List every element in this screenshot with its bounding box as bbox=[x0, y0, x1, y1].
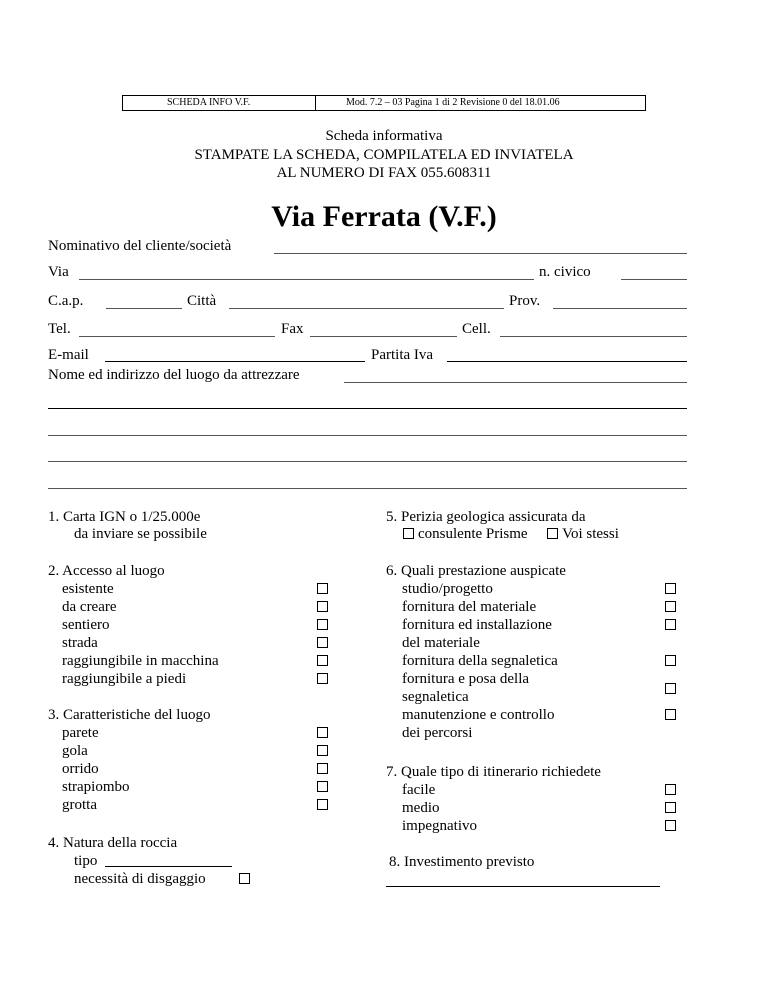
label-luogo: Nome ed indirizzo del luogo da attrezzare bbox=[48, 367, 300, 383]
prov-field[interactable] bbox=[553, 308, 687, 309]
s7-item-impegnativo: impegnativo bbox=[402, 818, 477, 834]
label-cap: C.a.p. bbox=[48, 293, 84, 309]
civico-field[interactable] bbox=[621, 279, 687, 280]
s6-line-8: manutenzione e controllo bbox=[402, 707, 555, 723]
label-email: E-mail bbox=[48, 347, 89, 363]
label-civico: n. civico bbox=[539, 264, 591, 280]
s4-title: 4. Natura della roccia bbox=[48, 835, 178, 851]
label-tel: Tel. bbox=[48, 321, 71, 337]
piva-field[interactable] bbox=[447, 361, 687, 362]
label-prov: Prov. bbox=[509, 293, 541, 309]
s7-checkbox-facile[interactable] bbox=[665, 784, 676, 795]
s3-item-orrido: orrido bbox=[62, 761, 99, 777]
s6-checkbox-segnaletica[interactable] bbox=[665, 655, 676, 666]
s2-item-da-creare: da creare bbox=[62, 599, 117, 615]
s6-checkbox-fornitura-materiale[interactable] bbox=[665, 601, 676, 612]
s6-line-6: fornitura e posa della bbox=[402, 671, 530, 687]
s7-item-facile: facile bbox=[402, 782, 436, 798]
s4-tipo-field[interactable] bbox=[105, 866, 232, 867]
intro-line-3: AL NUMERO DI FAX 055.608311 bbox=[276, 165, 492, 181]
s3-title: 3. Caratteristiche del luogo bbox=[48, 707, 211, 723]
s2-checkbox-macchina[interactable] bbox=[317, 655, 328, 666]
s1-title: 1. Carta IGN o 1/25.000e bbox=[48, 509, 201, 525]
s3-checkbox-orrido[interactable] bbox=[317, 763, 328, 774]
label-via: Via bbox=[48, 264, 69, 280]
tel-field[interactable] bbox=[79, 336, 275, 337]
s5-checkbox-prisme[interactable] bbox=[403, 528, 414, 539]
s6-checkbox-manutenzione[interactable] bbox=[665, 709, 676, 720]
s2-item-esistente: esistente bbox=[62, 581, 114, 597]
s7-item-medio: medio bbox=[402, 800, 440, 816]
s7-title: 7. Quale tipo di itinerario richiedete bbox=[386, 764, 601, 780]
s6-checkbox-studio[interactable] bbox=[665, 583, 676, 594]
page-title: Via Ferrata (V.F.) bbox=[271, 200, 497, 233]
s8-investimento-field[interactable] bbox=[386, 886, 660, 887]
luogo-field[interactable] bbox=[344, 382, 687, 383]
nominativo-field[interactable] bbox=[274, 253, 687, 254]
s3-checkbox-grotta[interactable] bbox=[317, 799, 328, 810]
s7-checkbox-medio[interactable] bbox=[665, 802, 676, 813]
s3-item-gola: gola bbox=[62, 743, 88, 759]
s6-line-3: fornitura ed installazione bbox=[402, 617, 552, 633]
s6-checkbox-installazione[interactable] bbox=[665, 619, 676, 630]
s6-checkbox-posa-segnaletica[interactable] bbox=[665, 683, 676, 694]
s2-item-piedi: raggiungibile a piedi bbox=[62, 671, 187, 687]
label-nominativo: Nominativo del cliente/società bbox=[48, 238, 232, 254]
luogo-line-2[interactable] bbox=[48, 408, 687, 409]
s6-line-4: del materiale bbox=[402, 635, 480, 651]
luogo-line-4[interactable] bbox=[48, 461, 687, 462]
s6-line-7: segnaletica bbox=[402, 689, 469, 705]
s6-title: 6. Quali prestazione auspicate bbox=[386, 563, 566, 579]
form-name: SCHEDA INFO V.F. bbox=[123, 96, 316, 110]
cap-field[interactable] bbox=[106, 308, 182, 309]
fax-field[interactable] bbox=[310, 336, 457, 337]
s3-checkbox-strapiombo[interactable] bbox=[317, 781, 328, 792]
s2-item-strada: strada bbox=[62, 635, 98, 651]
s6-line-9: dei percorsi bbox=[402, 725, 473, 741]
label-piva: Partita Iva bbox=[371, 347, 434, 363]
cell-field[interactable] bbox=[500, 336, 687, 337]
s4-tipo-label: tipo bbox=[74, 853, 98, 869]
s3-checkbox-parete[interactable] bbox=[317, 727, 328, 738]
s2-checkbox-da-creare[interactable] bbox=[317, 601, 328, 612]
s4-disgaggio-label: necessità di disgaggio bbox=[74, 871, 206, 887]
s2-checkbox-sentiero[interactable] bbox=[317, 619, 328, 630]
s5-title: 5. Perizia geologica assicurata da bbox=[386, 509, 586, 525]
s5-options bbox=[403, 525, 619, 543]
s2-checkbox-esistente[interactable] bbox=[317, 583, 328, 594]
s4-checkbox-disgaggio[interactable] bbox=[239, 873, 250, 884]
s3-item-grotta: grotta bbox=[62, 797, 97, 813]
s7-checkbox-impegnativo[interactable] bbox=[665, 820, 676, 831]
s3-item-strapiombo: strapiombo bbox=[62, 779, 130, 795]
s1-sub: da inviare se possibile bbox=[74, 526, 207, 542]
form-meta: Mod. 7.2 – 03 Pagina 1 di 2 Revisione 0 del 18.01.06 bbox=[346, 97, 560, 108]
via-field[interactable] bbox=[79, 279, 534, 280]
label-fax: Fax bbox=[281, 321, 304, 337]
email-field[interactable] bbox=[105, 361, 365, 362]
s5-opt-prisme: consulente Prisme bbox=[418, 526, 528, 542]
label-citta: Città bbox=[187, 293, 217, 309]
intro-line-2: STAMPATE LA SCHEDA, COMPILATELA ED INVIATELA bbox=[194, 147, 574, 163]
s6-line-5: fornitura della segnaletica bbox=[402, 653, 558, 669]
intro-line-1: Scheda informativa bbox=[325, 128, 443, 144]
s3-checkbox-gola[interactable] bbox=[317, 745, 328, 756]
s2-checkbox-piedi[interactable] bbox=[317, 673, 328, 684]
s5-opt-voi: Voi stessi bbox=[562, 526, 619, 542]
s2-item-macchina: raggiungibile in macchina bbox=[62, 653, 219, 669]
form-header bbox=[122, 95, 646, 111]
s8-title: 8. Investimento previsto bbox=[389, 854, 535, 870]
s6-line-2: fornitura del materiale bbox=[402, 599, 537, 615]
s5-checkbox-voi[interactable] bbox=[547, 528, 558, 539]
label-cell: Cell. bbox=[462, 321, 491, 337]
s2-checkbox-strada[interactable] bbox=[317, 637, 328, 648]
s6-line-1: studio/progetto bbox=[402, 581, 493, 597]
s2-item-sentiero: sentiero bbox=[62, 617, 110, 633]
citta-field[interactable] bbox=[229, 308, 504, 309]
luogo-line-5[interactable] bbox=[48, 488, 687, 489]
s2-title: 2. Accesso al luogo bbox=[48, 563, 165, 579]
s3-item-parete: parete bbox=[62, 725, 99, 741]
luogo-line-3[interactable] bbox=[48, 435, 687, 436]
